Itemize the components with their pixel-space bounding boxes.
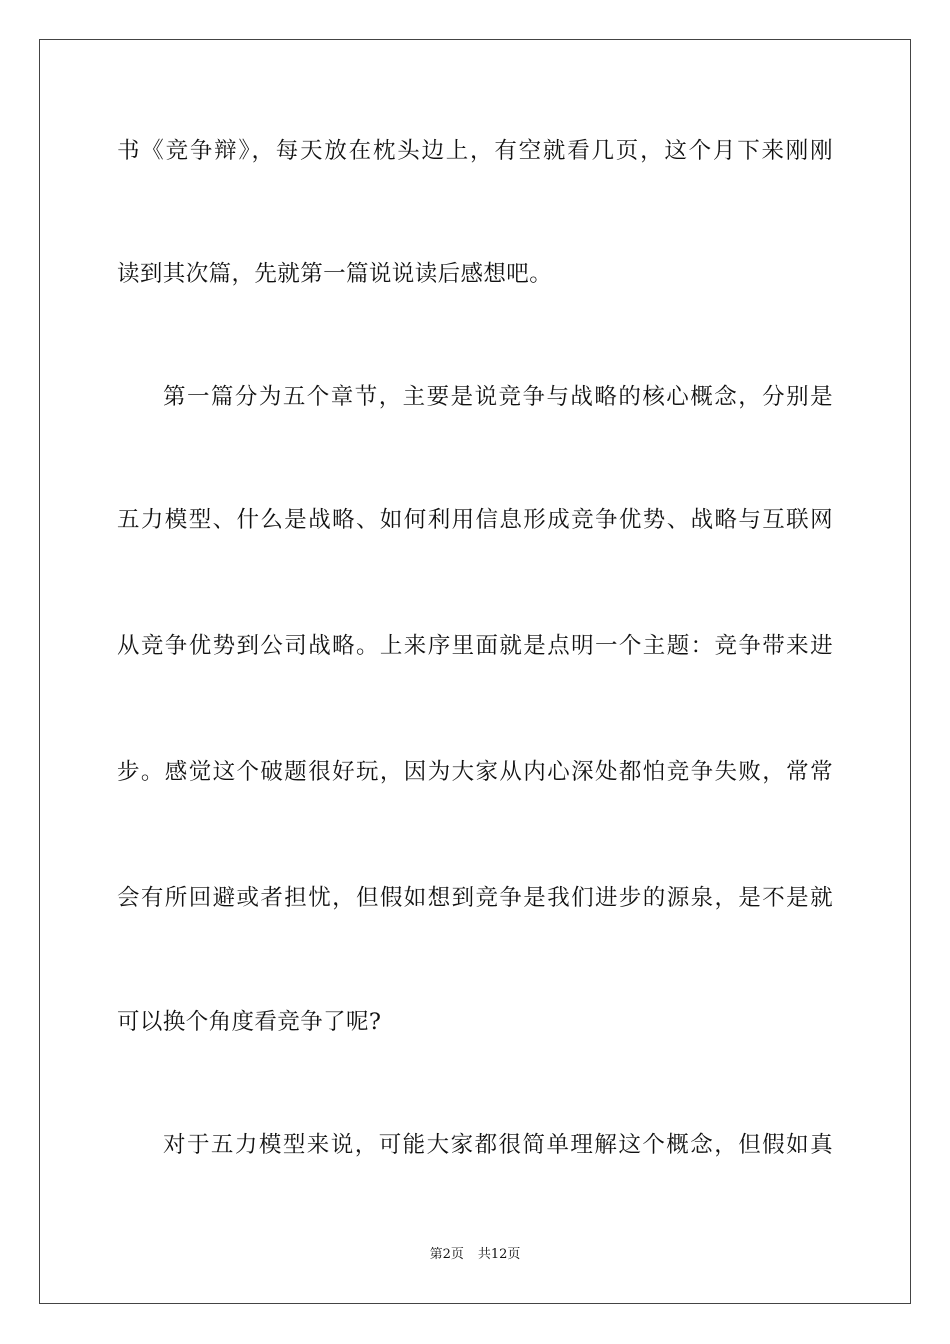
paragraph-line-6: 步。感觉这个破题很好玩，因为大家从内心深处都怕竞争失败，常常 (117, 759, 833, 785)
paragraph-line-3: 第一篇分为五个章节，主要是说竞争与战略的核心概念，分别是 (163, 384, 833, 410)
paragraph-line-1: 书《竞争辩》，每天放在枕头边上，有空就看几页，这个月下来刚刚 (117, 138, 833, 164)
paragraph-line-7: 会有所回避或者担忧，但假如想到竞争是我们进步的源泉，是不是就 (117, 885, 833, 911)
paragraph-line-9: 对于五力模型来说，可能大家都很简单理解这个概念，但假如真 (163, 1132, 833, 1158)
paragraph-line-5: 从竞争优势到公司战略。上来序里面就是点明一个主题：竞争带来进 (117, 633, 833, 659)
page-footer (0, 1246, 950, 1264)
page-number: 第2页 (429, 1247, 464, 1262)
paragraph-line-2: 读到其次篇，先就第一篇说说读后感想吧。 (117, 261, 553, 287)
page-total: 共12页 (477, 1247, 521, 1262)
page-border (39, 39, 911, 1304)
paragraph-line-4: 五力模型、什么是战略、如何利用信息形成竞争优势、战略与互联网 (117, 507, 833, 533)
paragraph-line-8: 可以换个角度看竞争了呢? (117, 1009, 382, 1035)
